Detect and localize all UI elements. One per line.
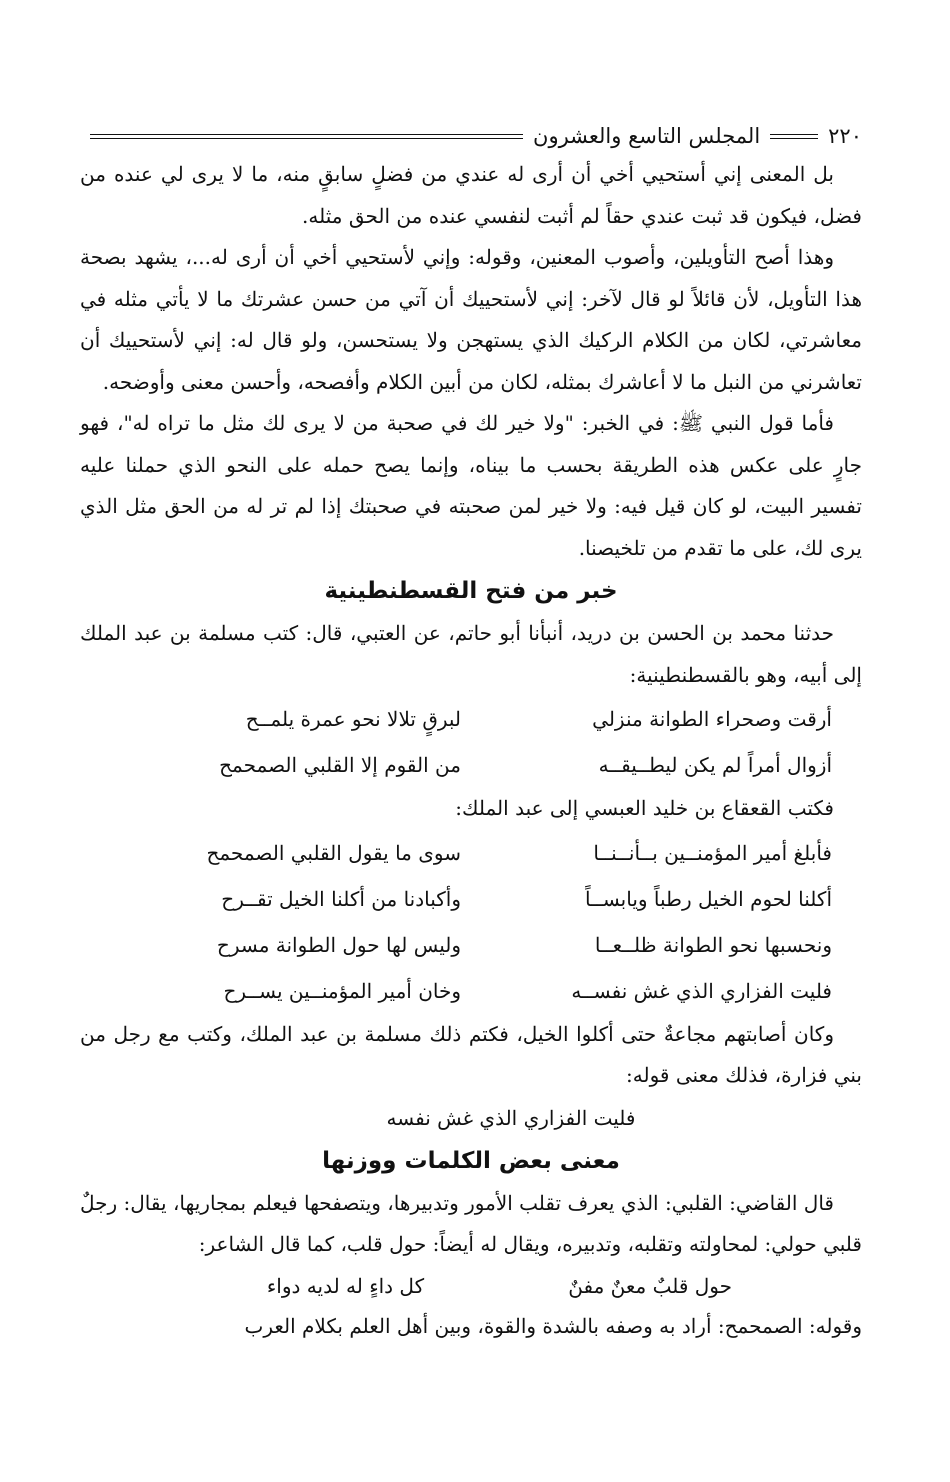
- verse-first-hemistich: أكلنا لحوم الخيل رطباً ويابســاً: [585, 886, 832, 911]
- running-header: [80, 118, 862, 154]
- paragraph: وقوله: الصمحمح: أراد به وصفه بالشدة والقوة، وبين أهل العلم بكلام العرب: [244, 1313, 862, 1338]
- poem-verse: [80, 922, 862, 968]
- verse-second-hemistich: من القوم إلا القلبي الصمحمح: [219, 753, 461, 777]
- verse-first-hemistich: أزوال أمراً لم يكن ليطــيقــه: [598, 753, 832, 777]
- header-rule: [90, 134, 523, 139]
- verse-first-hemistich: فليت الفزاري الذي غش نفســه: [571, 978, 832, 1003]
- header-rule: [770, 134, 818, 139]
- poem-verse: [80, 742, 862, 788]
- section-heading: معنى بعض الكلمات ووزنها: [322, 1147, 620, 1174]
- paragraph: حدثنا محمد بن الحسن بن دريد، أنبأنا أبو حاتم، عن العتبي، قال: كتب مسلمة بن عبد الملك إلى أبيه، وهو بالقسطنطينية:: [80, 621, 862, 687]
- paragraph: بل المعنى إني أستحيي أخي أن أرى له عندي من فضلٍ سابقٍ منه، ما لا يرى لي عنده من فضل، فيكون قد ثبت عندي حقاً لم أثبت لنفسي عنده من الحق مثله.: [80, 162, 862, 228]
- verse-second-hemistich: كل داءٍ له لديه دواء: [266, 1273, 425, 1298]
- paragraph: فأما قول النبي ﷺ: في الخبر: "ولا خير لك في صحبة من لا يرى لك مثل ما تراه له"، فهو جارٍ على عكس هذه الطريقة بحسب ما بيناه، وإنما يصح حمله على النحو الذي حملنا عليه تفسير البيت، لو كان قيل فيه: ولا خير لمن صحبته في صحبتك إذا لم تر له من الحق مثل الذي يرى لك، على ما تقدم من تلخيصنا.: [80, 411, 862, 560]
- page-number: ٢٢٠: [828, 124, 862, 148]
- paragraph: وكان أصابتهم مجاعةٌ حتى أكلوا الخيل، فكتم ذلك مسلمة بن عبد الملك، وكتب مع رجل من بني فزارة، فذلك معنى قوله:: [80, 1021, 862, 1087]
- verse-second-hemistich: سوى ما يقول القلبي الصمحمح: [206, 840, 461, 865]
- verse-first-hemistich: حول قلبٌ معنٌ مفنٌ: [568, 1273, 732, 1298]
- verse-first-hemistich: فأبلغ أمير المؤمنــين بــأنــنــا: [593, 840, 832, 865]
- section-heading: خبر من فتح القسطنطينية: [324, 578, 618, 604]
- poem-verse: [80, 876, 862, 922]
- chapter-title: المجلس التاسع والعشرون: [533, 124, 761, 148]
- poem-verse: [80, 968, 862, 1014]
- verse-second-hemistich: وأكبادنا من أكلنا الخيل تقــرح: [221, 886, 461, 911]
- verse-first-hemistich: أرقت وصحراء الطوانة منزلي: [592, 707, 832, 731]
- poem-verse: [80, 830, 862, 876]
- verse-second-hemistich: وخان أمير المؤمنــين يســرح: [223, 978, 461, 1003]
- paragraph: قال القاضي: القلبي: الذي يعرف تقلب الأمور وتدبيرها، ويتصفحها فيعلم بمجاريها، يقال: رجلٌ قلبي حولي: لمحاولته وتقلبه، وتدبيره، ويقال له أيضاً: حول قلب، كما قال الشاعر:: [80, 1190, 862, 1256]
- poem-verse: [80, 1266, 862, 1306]
- book-page: [80, 118, 862, 1347]
- quoted-hemistich: فليت الفزاري الذي غش نفسه: [386, 1105, 636, 1130]
- paragraph: فكتب القعقاع بن خليد العبسي إلى عبد الملك:: [455, 796, 834, 820]
- verse-first-hemistich: ونحسبها نحو الطوانة ظلــعــا: [594, 932, 832, 957]
- verse-second-hemistich: لبرقٍ تلالا نحو عمرة يلمــح: [245, 707, 461, 731]
- poem-verse: [80, 696, 862, 742]
- paragraph: وهذا أصح التأويلين، وأصوب المعنين، وقوله: وإني لأستحيي أخي أن أرى له...، يشهد بصحة هذا التأويل، لأن قائلاً لو قال لآخر: إني لأستحييك أن آتي من حسن عشرتك ما لا يأتي مثله في معاشرتي، لكان من الكلام الركيك الذي يستهجن ولا يستحسن، ولو قال له: إني لأستحييك أن تعاشرني من النبل ما لا أعاشرك بمثله، لكان من أبين الكلام وأفصحه، وأحسن معنى وأوضحه.: [80, 245, 862, 394]
- verse-second-hemistich: وليس لها حول الطوانة مسرح: [216, 932, 461, 957]
